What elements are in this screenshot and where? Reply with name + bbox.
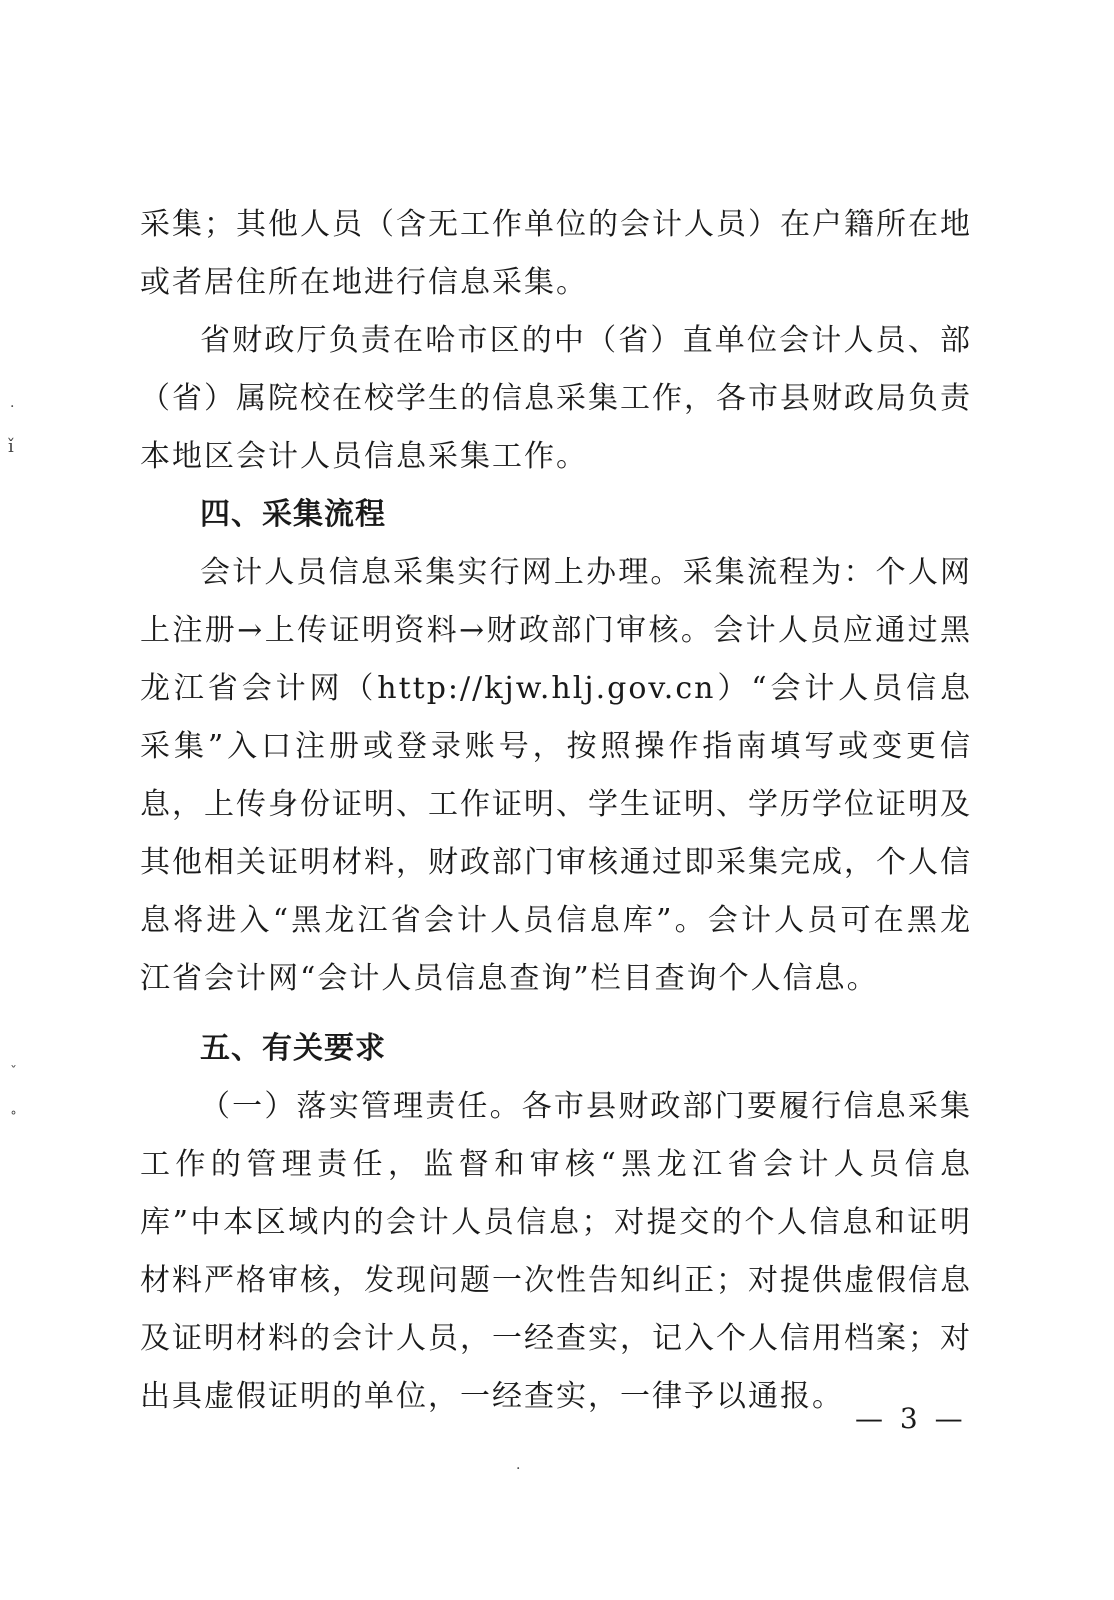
paragraph-process: 会计人员信息采集实行网上办理。采集流程为：个人网上注册→上传证明资料→财政部门审核。会计人员应通过黑龙江省会计网（http://kjw.hlj.gov.cn）“会计人员信息采集”入口注册或登录账号，按照操作指南填写或变更信息，上传身份证明、工作证明、学生证明、学历学位证明及其他相关证明材料，财政部门审核通过即采集完成，个人信息将进入“黑龙江省会计人员信息库”。会计人员可在黑龙江省会计网“会计人员信息查询”栏目查询个人信息。 — [140, 555, 972, 996]
paragraph-requirement-1: （一）落实管理责任。各市县财政部门要履行信息采集工作的管理责任，监督和审核“黑龙江省会计人员信息库”中本区域内的会计人员信息；对提交的个人信息和证明材料严格审核，发现问题一次性告知纠正；对提供虚假信息及证明材料的会计人员，一经查实，记入个人信用档案；对出具虚假证明的单位，一经查实，一律予以通报。 — [140, 1089, 972, 1414]
paragraph-responsibility: 省财政厅负责在哈市区的中（省）直单位会计人员、部（省）属院校在校学生的信息采集工作，各市县财政局负责本地区会计人员信息采集工作。 — [140, 323, 972, 474]
section-heading-requirements: 五、有关要求 — [200, 1031, 386, 1066]
scan-speck: ǐ — [8, 436, 14, 457]
scan-speck: ˇ — [10, 1064, 17, 1080]
scan-speck: · — [516, 1461, 521, 1477]
section-heading-process: 四、采集流程 — [200, 497, 386, 532]
scan-speck: ˚ — [10, 1111, 17, 1127]
page-number: — 3 — — [855, 1402, 967, 1435]
paragraph-collection-location: 采集；其他人员（含无工作单位的会计人员）在户籍所在地或者居住所在地进行信息采集。 — [140, 207, 972, 300]
scan-speck: · — [10, 399, 15, 415]
document-body — [140, 196, 972, 1426]
